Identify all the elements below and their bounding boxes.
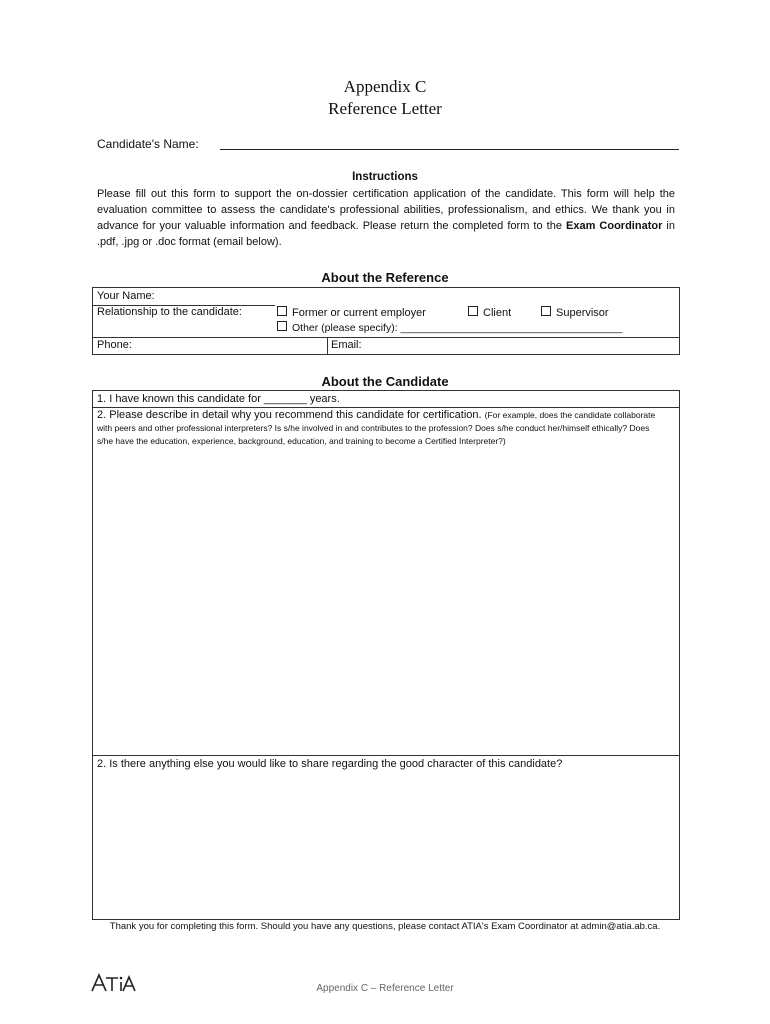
question-3[interactable]: 2. Is there anything else you would like to share regarding the good character of this candidate? — [97, 758, 563, 770]
option-other[interactable] — [277, 321, 622, 334]
candidate-name-label: Candidate's Name: — [97, 137, 199, 151]
candidate-name-field[interactable] — [220, 149, 679, 150]
option-employer-label: Former or current employer — [292, 307, 426, 319]
checkbox-icon — [468, 306, 478, 316]
relationship-label: Relationship to the candidate: — [97, 306, 242, 318]
option-supervisor-label: Supervisor — [556, 307, 609, 319]
question-2[interactable] — [97, 409, 667, 448]
page-title-line2: Reference Letter — [328, 99, 442, 118]
option-employer[interactable] — [277, 306, 426, 319]
option-client[interactable] — [468, 306, 511, 319]
question-1: 1. I have known this candidate for _______ years. — [97, 393, 340, 405]
phone-label: Phone: — [97, 339, 132, 351]
option-client-label: Client — [483, 307, 512, 319]
checkbox-icon — [541, 306, 551, 316]
option-supervisor[interactable] — [541, 306, 609, 319]
instructions-text-part2: in .pdf, .jpg or .doc format (email below). — [97, 220, 675, 248]
reference-table — [92, 287, 680, 355]
email-label: Email: — [331, 339, 362, 351]
checkbox-icon — [277, 321, 287, 331]
footer-thanks: Thank you for completing this form. Should you have any questions, please contact ATIA's Exam Coordinator at admin@atia.ab.ca. — [109, 921, 661, 932]
checkbox-icon — [277, 306, 287, 316]
instructions-text — [97, 186, 675, 250]
instructions-text-part1: Please fill out this form to support the on-dossier certification application of the candidate. This form will help the evaluation committee to assess the candidate's professional abilities, professionalism, and ethics. We thank you in advance for your valuable information and feedback. Please return the completed form to the — [97, 188, 675, 232]
page-footer-label: Appendix C – Reference Letter — [316, 983, 454, 994]
about-candidate-heading: About the Candidate — [321, 374, 449, 389]
divider — [93, 337, 679, 338]
divider — [93, 407, 679, 408]
question-2-note: (For example, does the candidate collaborate with peers and other professional interpreters? Is s/he involved in and contributes to the profession? Does s/he conduct her/himself ethically? Does s/he have the education, experience, background, education, and training to become a Certified Interpreter?) — [97, 410, 656, 446]
page-title-line1: Appendix C — [343, 77, 427, 96]
instructions-text-bold: Exam Coordinator — [566, 220, 663, 232]
divider — [327, 337, 328, 354]
about-reference-heading: About the Reference — [321, 270, 449, 285]
question-2-main: 2. Please describe in detail why you recommend this candidate for certification. — [97, 409, 485, 421]
your-name-label: Your Name: — [97, 290, 155, 302]
divider — [93, 755, 679, 756]
instructions-heading: Instructions — [352, 171, 418, 183]
candidate-table — [92, 390, 680, 920]
option-other-label: Other (please specify): ______________________________________ — [292, 322, 623, 334]
